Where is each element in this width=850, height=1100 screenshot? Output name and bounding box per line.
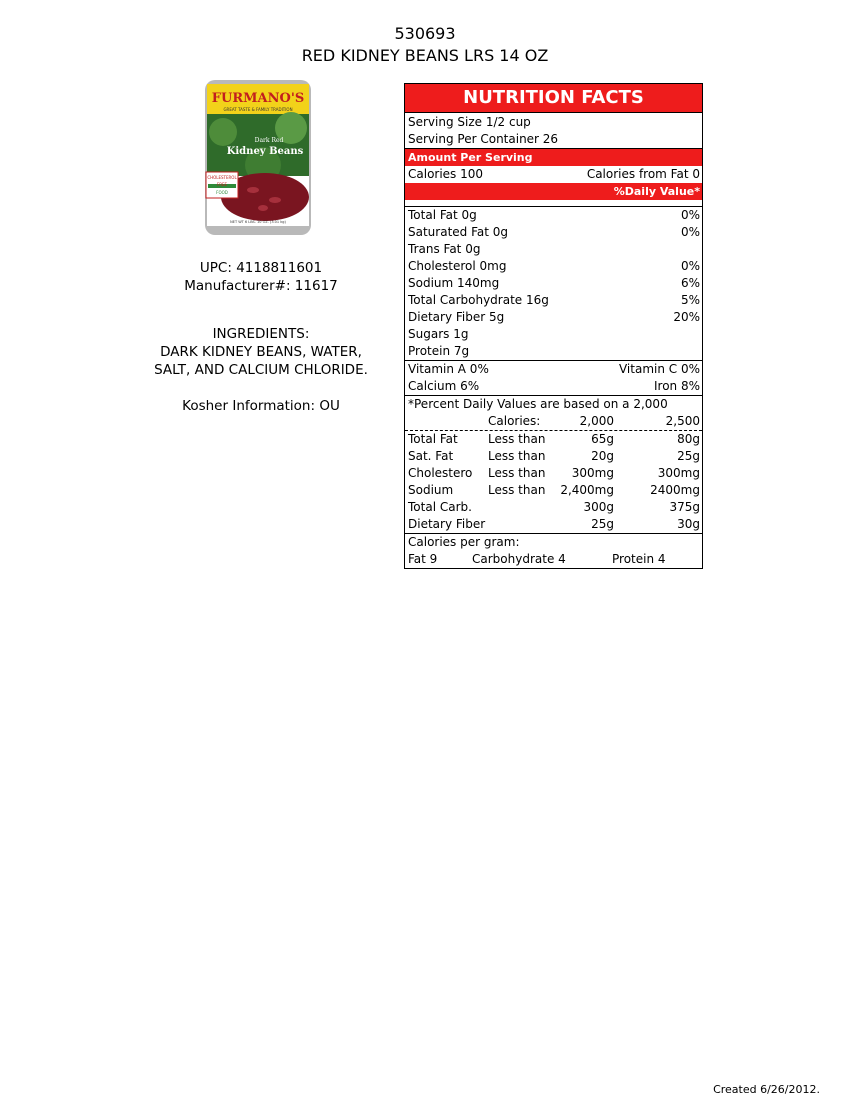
can-brand: FURMANO'S	[211, 91, 305, 106]
reference-row	[405, 482, 702, 499]
reference-list	[405, 431, 702, 533]
ref-qualifier	[488, 516, 554, 533]
calories-from-fat: Calories from Fat 0	[586, 167, 700, 181]
nutrient-dv: 0%	[680, 259, 700, 273]
item-number: 530693	[394, 24, 456, 43]
ref-2500: 30g	[677, 517, 700, 531]
ingredients-line-2: SALT, AND CALCIUM CHLORIDE.	[154, 362, 368, 378]
ref-2000: 300mg	[571, 466, 614, 480]
ref-2500: 2400mg	[650, 483, 700, 497]
product-can-image	[203, 80, 313, 235]
nutrition-title: NUTRITION FACTS	[405, 84, 702, 113]
ref-2500: 25g	[677, 449, 700, 463]
vitamin-list	[405, 360, 702, 395]
nutrition-facts-panel	[404, 83, 703, 569]
servings-per-container: Serving Per Container 26	[408, 132, 559, 146]
nutrient-row	[405, 241, 702, 258]
can-variety: Dark Red	[254, 137, 284, 144]
ref-qualifier: Less than	[488, 449, 546, 463]
ref-name: Sat. Fat	[408, 449, 454, 463]
ref-qualifier	[488, 499, 554, 516]
created-date: Created 6/26/2012.	[713, 1083, 820, 1096]
nutrient-label: Total Fat 0g	[408, 208, 477, 222]
ref-2500: 375g	[669, 500, 700, 514]
nutrient-row	[405, 275, 702, 292]
vitamin-right: Vitamin C 0%	[618, 362, 700, 376]
ref-2000: 2,400mg	[560, 483, 614, 497]
nutrient-label: Saturated Fat 0g	[408, 225, 509, 239]
ref-name: Sodium	[408, 483, 454, 497]
ref-name: Total Fat	[408, 432, 458, 446]
amount-per-serving: Amount Per Serving	[408, 151, 533, 164]
reference-row	[405, 465, 702, 482]
cpg-fat: Fat 9	[408, 552, 438, 566]
nutrient-label: Protein 7g	[408, 344, 470, 358]
ref-name: Cholestero	[408, 466, 473, 480]
calories-ref-2500: 2,500	[665, 414, 700, 428]
nutrient-dv: 5%	[680, 293, 700, 307]
ingredients-line-1: DARK KIDNEY BEANS, WATER,	[160, 344, 362, 360]
can-tagline: GREAT TASTE & FAMILY TRADITION	[223, 107, 293, 112]
nutrient-row	[405, 224, 702, 241]
upc: UPC: 4118811601	[199, 260, 323, 276]
ref-qualifier: Less than	[488, 432, 546, 446]
kosher-info: Kosher Information: OU	[182, 398, 340, 414]
nutrient-label: Sugars 1g	[408, 327, 469, 341]
calories-per-gram-label: Calories per gram:	[408, 535, 520, 549]
reference-row	[405, 516, 702, 533]
nutrient-label: Sodium 140mg	[408, 276, 500, 290]
reference-row	[405, 499, 702, 516]
cpg-carb: Carbohydrate 4	[472, 552, 566, 566]
ref-2000: 65g	[591, 432, 614, 446]
can-badge-1: CHOLESTEROL	[207, 175, 237, 180]
nutrient-dv: 20%	[673, 310, 700, 324]
item-name: RED KIDNEY BEANS LRS 14 OZ	[301, 46, 549, 65]
can-badge-3: FOOD	[216, 190, 228, 195]
calories-ref-label: Calories:	[488, 414, 541, 428]
reference-row	[405, 448, 702, 465]
ref-name: Dietary Fiber	[408, 517, 486, 531]
nutrient-row	[405, 292, 702, 309]
nutrient-dv: 0%	[680, 225, 700, 239]
ref-qualifier: Less than	[488, 483, 546, 497]
ref-name: Total Carb.	[408, 500, 472, 514]
ref-qualifier: Less than	[488, 466, 546, 480]
vitamin-row	[405, 378, 702, 395]
nutrient-dv: 0%	[680, 208, 700, 222]
calories: Calories 100	[408, 167, 484, 181]
ref-2500: 80g	[677, 432, 700, 446]
ref-2000: 25g	[591, 517, 614, 531]
vitamin-row	[405, 361, 702, 378]
nutrient-list	[405, 207, 702, 360]
cpg-protein: Protein 4	[612, 552, 666, 566]
can-product: Kidney Beans	[226, 146, 304, 157]
can-net-weight: NET WT 6 LBS. 10 OZ. (3.01 kg)	[230, 220, 286, 224]
can-badge-2: FREE	[216, 182, 228, 187]
nutrient-label: Dietary Fiber 5g	[408, 310, 505, 324]
nutrient-label: Cholesterol 0mg	[408, 259, 507, 273]
manufacturer-number: Manufacturer#: 11617	[184, 278, 338, 294]
serving-size: Serving Size 1/2 cup	[408, 115, 531, 129]
reference-row	[405, 431, 702, 448]
nutrient-dv: 6%	[680, 276, 700, 290]
nutrient-row	[405, 258, 702, 275]
nutrient-label: Trans Fat 0g	[408, 242, 481, 256]
ingredients-label: INGREDIENTS:	[212, 326, 310, 342]
vitamin-left: Vitamin A 0%	[408, 362, 489, 376]
nutrient-row	[405, 207, 702, 224]
vitamin-right: Iron 8%	[653, 379, 700, 393]
nutrient-row	[405, 326, 702, 343]
nutrient-label: Total Carbohydrate 16g	[408, 293, 549, 307]
vitamin-left: Calcium 6%	[408, 379, 480, 393]
nutrient-row	[405, 343, 702, 360]
calories-ref-2000: 2,000	[579, 414, 614, 428]
ref-2500: 300mg	[657, 466, 700, 480]
footnote: *Percent Daily Values are based on a 2,000	[408, 397, 668, 411]
daily-value-header: %Daily Value*	[613, 185, 700, 198]
nutrient-row	[405, 309, 702, 326]
ref-2000: 20g	[591, 449, 614, 463]
ref-2000: 300g	[583, 500, 614, 514]
